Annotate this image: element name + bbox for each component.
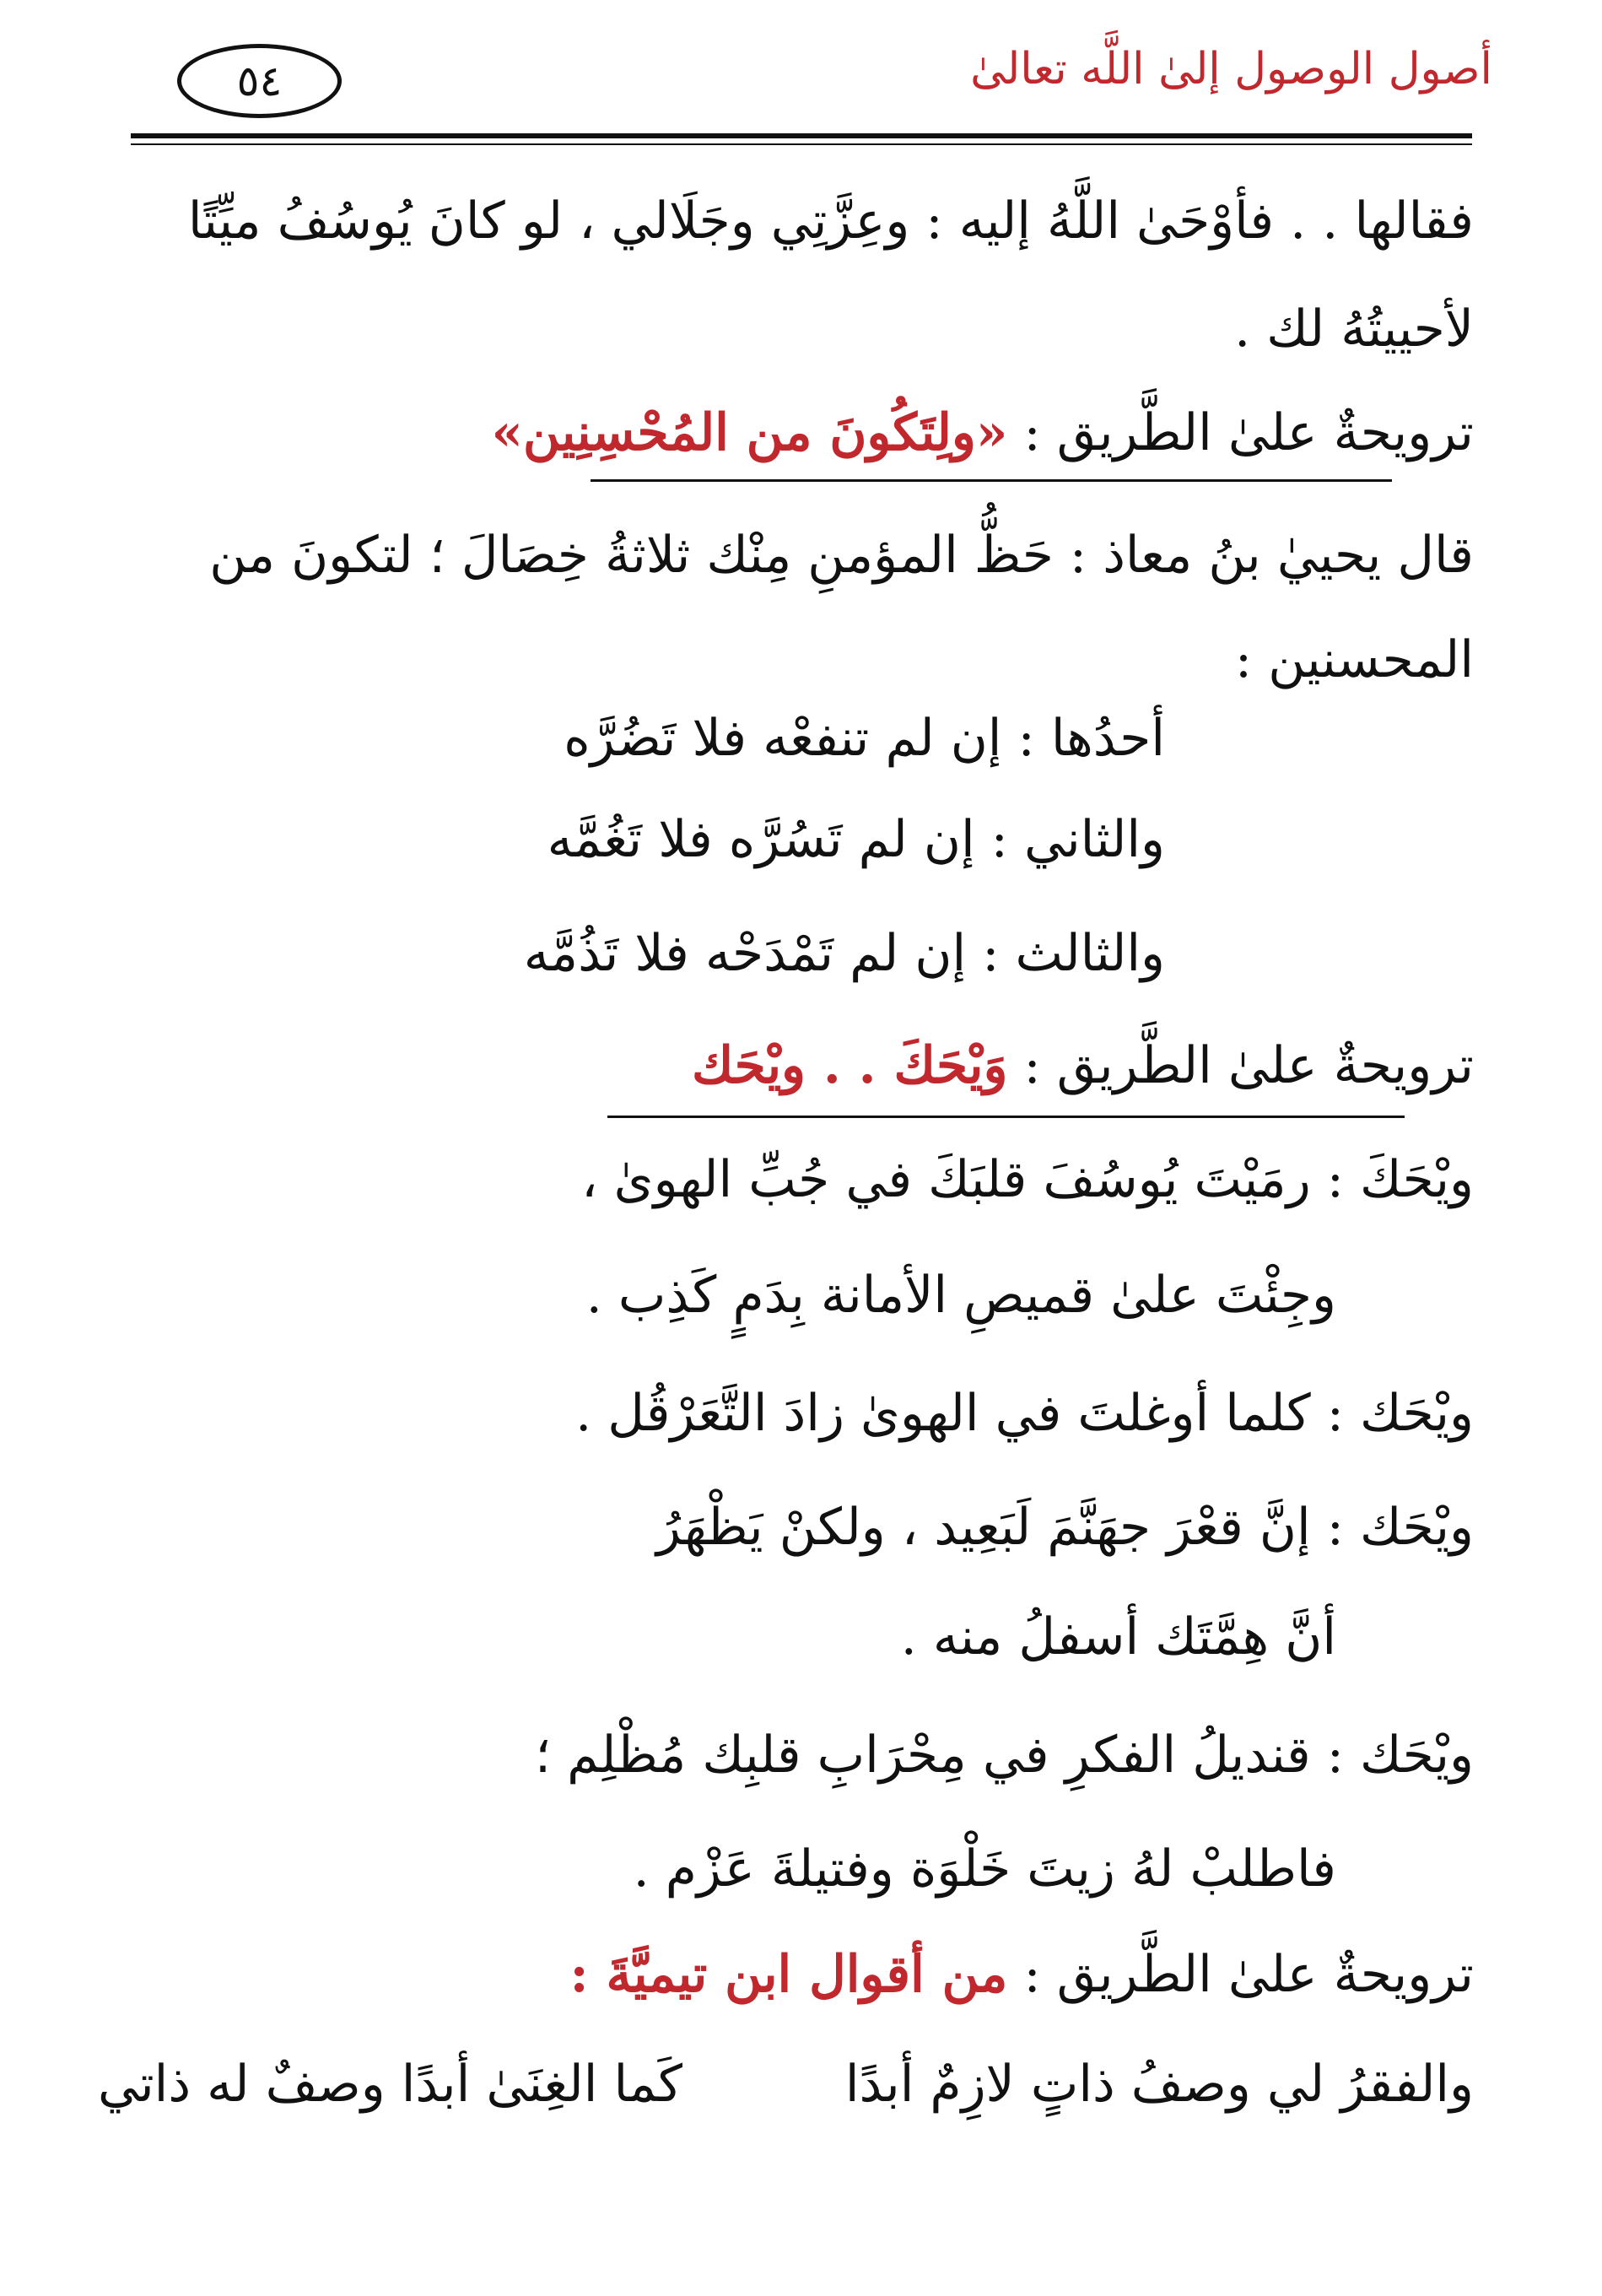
section-heading-2-title: وَيْحَكَ . . ويْحَك bbox=[692, 1036, 1008, 1095]
list-item-1: أحدُها : إن لم تنفعْه فلا تَضُرَّه bbox=[564, 709, 1165, 768]
running-title: أصول الوصول إلىٰ اللَّه تعالىٰ bbox=[970, 44, 1492, 95]
page-number-badge bbox=[177, 44, 342, 118]
section-heading-3-prefix: ترويحةٌ علىٰ الطَّريق : bbox=[1007, 1945, 1474, 2004]
list-item-3: والثالث : إن لم تَمْدَحْه فلا تَذُمَّه bbox=[523, 924, 1165, 983]
section-heading-2 bbox=[692, 1036, 1474, 1095]
verse-1: ويْحَكَ : رمَيْتَ يُوسُفَ قلبَكَ في جُبِّ الهوىٰ ، bbox=[581, 1150, 1474, 1209]
section-heading-2-underline bbox=[607, 1116, 1405, 1118]
section-heading-2-prefix: ترويحةٌ علىٰ الطَّريق : bbox=[1007, 1036, 1474, 1095]
section-heading-3-title: من أقوال ابن تيميَّةَ : bbox=[569, 1945, 1008, 2004]
verse-3-continuation: أنَّ هِمَّتَك أسفلُ منه . bbox=[900, 1607, 1336, 1667]
header-rule-thick bbox=[131, 133, 1472, 138]
paragraph-1-line-2: لأحييتُهُ لك . bbox=[1234, 300, 1474, 359]
paragraph-1-line-1: فقالها . . فأوْحَىٰ اللَّهُ إليه : وعِزَّتِي وجَلَالي ، لو كانَ يُوسُفُ ميِّتًا bbox=[187, 192, 1474, 251]
section-heading-3 bbox=[569, 1945, 1474, 2004]
header-rule-thin bbox=[131, 143, 1472, 145]
verse-4-continuation: فاطلبْ لهُ زيتَ خَلْوَة وفتيلةَ عَزْم . bbox=[633, 1840, 1336, 1899]
section-heading-1-title: «ولِتَكُونَ من المُحْسِنِين» bbox=[491, 403, 1008, 462]
section-heading-1-prefix: ترويحةٌ علىٰ الطَّريق : bbox=[1007, 403, 1474, 462]
page-number: ٥٤ bbox=[236, 57, 283, 105]
verse-1-continuation: وجِئْتَ علىٰ قميصِ الأمانة بِدَمٍ كَذِب . bbox=[585, 1266, 1336, 1325]
paragraph-2-line-1: قال يحييٰ بنُ معاذ : حَظُّ المؤمنِ مِنْك ثلاثةُ خِصَالَ ؛ لتكونَ من bbox=[209, 526, 1474, 585]
verse-2: ويْحَك : كلما أوغلتَ في الهوىٰ زادَ التَّعَرْقُل . bbox=[575, 1384, 1474, 1443]
paragraph-2-line-2: المحسنين : bbox=[1234, 630, 1474, 689]
poem-hemistich-1: والفقرُ لي وصفُ ذاتٍ لازِمٌ أبدًا bbox=[844, 2055, 1474, 2114]
section-heading-1-underline bbox=[591, 479, 1392, 482]
verse-4: ويْحَك : قنديلُ الفكرِ في مِحْرَابِ قلبِك مُظْلِم ؛ bbox=[535, 1726, 1474, 1785]
section-heading-1 bbox=[491, 403, 1474, 462]
poem-hemistich-2: كَما الغِنَىٰ أبدًا وصفٌ له ذاتي bbox=[97, 2055, 682, 2114]
verse-3: ويْحَك : إنَّ قعْرَ جهَنَّمَ لَبَعِيد ، ولكنْ يَظْهَرُ bbox=[655, 1498, 1474, 1557]
list-item-2: والثاني : إن لم تَسُرَّه فلا تَغُمَّه bbox=[547, 810, 1165, 869]
